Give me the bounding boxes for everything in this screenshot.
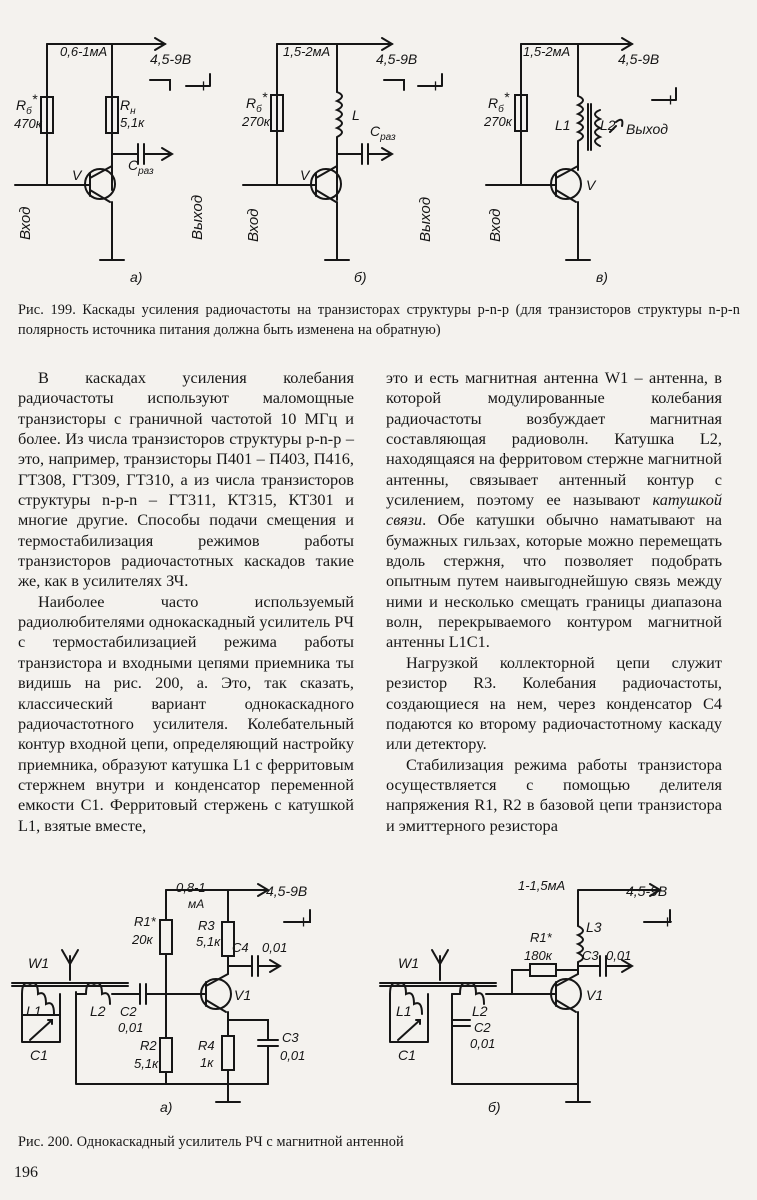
figure-199 (0, 30, 757, 292)
fig199-a-rn-value: 5,1к (120, 115, 145, 130)
fig200-b-c2-value: 0,01 (470, 1036, 496, 1051)
fig199-b-input: Вход (245, 208, 262, 242)
fig200-b-c1: C1 (398, 1047, 416, 1063)
paragraph: Стабилизация режима работы транзистора осуществляется с помощью делителя напряжения R1, R2 в базовой цепи транзистора и эмиттерного резистора (386, 754, 722, 835)
fig199-a-rb-value: 470к (14, 116, 42, 131)
text-column-right (386, 368, 722, 836)
fig199-a-output: Выход (189, 194, 206, 240)
paragraph: Наиболее часто используемый радиолюбителями однокаскадный усилитель РЧ с термостабилизацией режима работы транзистора и входными цепями приемника ты видишь на рис. 200, а. Это, так сказать, классический вариант однокаскадного радиочастотного усилителя. Колебательный контур входной цепи, определяющий настройку приемника, образуют катушка L1 с ферритовым стержнем внутри и конденсатор переменной емкости C1. Ферритовый стержень с катушкой L1, взятые вместе, (18, 591, 354, 835)
fig199-a-cap: $C_{раз}$ (128, 157, 154, 177)
fig199-c-label: в) (596, 269, 608, 285)
fig200-a-antenna: W1 (28, 955, 49, 971)
fig200-a-c2: C2 (120, 1004, 137, 1019)
fig200-a-c3-value: 0,01 (280, 1048, 306, 1063)
fig200-a-r3-value: 5,1к (196, 934, 221, 949)
fig200-a-current-unit: мА (188, 897, 205, 911)
fig199-c-transistor: V (586, 177, 596, 193)
fig199-a-input: Вход (17, 206, 34, 240)
fig200-a-r1: R1* (134, 914, 156, 929)
fig199-c-input: Вход (487, 208, 504, 242)
fig199-c-supply: 4,5-9В (618, 51, 660, 67)
fig200-b-c3-value: 0,01 (606, 948, 632, 963)
fig199-c-rb-value: 270к (484, 114, 512, 129)
fig200-b (380, 884, 670, 1102)
fig200-b-l2: L2 (472, 1003, 488, 1019)
fig199-a-current: 0,6-1мА (60, 44, 108, 59)
fig199-a-supply: 4,5-9В (150, 51, 192, 67)
fig200-a-r3: R3 (198, 918, 215, 933)
paragraph: это и есть магнитная антенна W1 – антенна, в которой модулированные колебания радиочастоты возбуждает магнитная составляющая радиоволн. Катушка L2, находящаяся на ферритовом стержне магнитной антенны, связывает антенный контур с усилением, поэтому ее называют катушкой связи. Обе катушки обычно наматывают на бумажных гильзах, которые можно перемещать вдоль стержня, что позволяет подобрать опытным путем наивыгоднейшую связь между ними и несколько смещать границы диапазона волн, перекрываемого контуром магнитной антенны L1C1. (386, 368, 722, 652)
fig200-a-r1-value: 20к (132, 932, 153, 947)
fig199-b-supply: 4,5-9В (376, 51, 418, 67)
fig199-a (15, 38, 210, 260)
fig200-a-r2-value: 5,1к (134, 1056, 159, 1071)
fig200-a-current: 0,8-1 (176, 880, 206, 895)
fig200-a-label: а) (160, 1099, 173, 1115)
fig199-b (243, 38, 442, 260)
fig199-b-rb: $R_б*$ (246, 89, 268, 115)
fig199-c-coil2: L2 (600, 117, 616, 133)
fig200-a-r2: R2 (140, 1038, 157, 1053)
fig200-a-c4-value: 0,01 (262, 940, 288, 955)
fig200-b-current: 1-1,5мА (518, 878, 566, 893)
fig199-c-coil1: L1 (555, 117, 571, 133)
fig199-b-rb-value: 270к (242, 114, 270, 129)
fig200-caption: Рис. 200. Однокаскадный усилитель РЧ с магнитной антенной (18, 1134, 404, 1150)
fig199-a-plus: + (198, 76, 209, 96)
fig199-b-coil: L (352, 107, 360, 123)
fig200-a (12, 884, 310, 1102)
fig200-a-plus: + (298, 912, 309, 932)
fig199-a-rb: $R_б*$ (16, 91, 38, 117)
page-number: 196 (14, 1164, 38, 1181)
text-column-left (18, 368, 354, 836)
fig199-c-plus: + (665, 90, 676, 110)
fig200-a-l2: L2 (90, 1003, 106, 1019)
fig200-a-r4-value: 1к (200, 1055, 214, 1070)
paragraph: Нагрузкой коллекторной цепи служит резистор R3. Колебания радиочастоты, создающиеся на нем, через конденсатор C4 подаются ко второму радиочастотному каскаду или детектору. (386, 652, 722, 754)
fig199-b-output: Выход (417, 196, 434, 242)
fig200-b-c2: C2 (474, 1020, 491, 1035)
figure-200 (0, 870, 757, 1130)
fig200-b-transistor: V1 (586, 987, 604, 1003)
fig200-a-l1: L1 (26, 1003, 42, 1019)
fig200-a-c3: C3 (282, 1030, 299, 1045)
fig200-b-r1-value: 180к (524, 948, 552, 963)
fig200-a-c2-value: 0,01 (118, 1020, 144, 1035)
fig199-b-plus: + (430, 76, 441, 96)
fig199-caption: Рис. 199. Каскады усиления радиочастоты на транзисторах структуры p-n-p (для транзисторов структуры n-p-n полярность источника питания должна быть изменена на обратную) (18, 302, 740, 338)
fig200-a-supply: 4,5-9В (266, 883, 308, 899)
fig200-b-c3: C3 (582, 948, 599, 963)
fig199-c-rb: $R_б*$ (488, 89, 510, 115)
paragraph: В каскадах усиления колебания радиочастоты используют маломощные транзисторы с граничной частотой 10 МГц и более. Из числа транзисторов структуры p-n-p – это, например, транзисторы П401 – П403, П416, ГТ308, ГТ309, ГТ310, а из числа транзисторов структуры n-p-n – ГТ311, КТ315, КТ301 и многие другие. Способы подачи смещения и термостабилизация режимов работы транзисторов радиочастотных каскадов такие же, как в усилителях ЗЧ. (18, 368, 354, 591)
fig200-b-l3: L3 (586, 919, 602, 935)
fig199-a-label: а) (130, 269, 143, 285)
fig199-b-cap: $C_{раз}$ (370, 123, 396, 143)
fig199-c (486, 38, 676, 260)
fig199-c-output: Выход (626, 121, 669, 137)
fig200-b-plus: + (662, 912, 673, 932)
fig200-a-transistor: V1 (234, 987, 252, 1003)
fig199-b-transistor: V (300, 167, 310, 183)
fig199-b-current: 1,5-2мА (283, 44, 331, 59)
fig200-a-c1: C1 (30, 1047, 48, 1063)
fig199-c-current: 1,5-2мА (523, 44, 571, 59)
fig200-b-l1: L1 (396, 1003, 412, 1019)
fig200-a-c4: C4 (232, 940, 249, 955)
fig200-b-r1: R1* (530, 930, 552, 945)
fig200-b-label: б) (488, 1099, 501, 1115)
fig200-a-r4: R4 (198, 1038, 215, 1053)
fig199-a-rn: $R_н$ (120, 97, 136, 117)
fig199-b-label: б) (354, 269, 367, 285)
fig199-a-transistor: V (72, 167, 82, 183)
fig200-b-antenna: W1 (398, 955, 419, 971)
fig200-b-supply: 4,5-9В (626, 883, 668, 899)
